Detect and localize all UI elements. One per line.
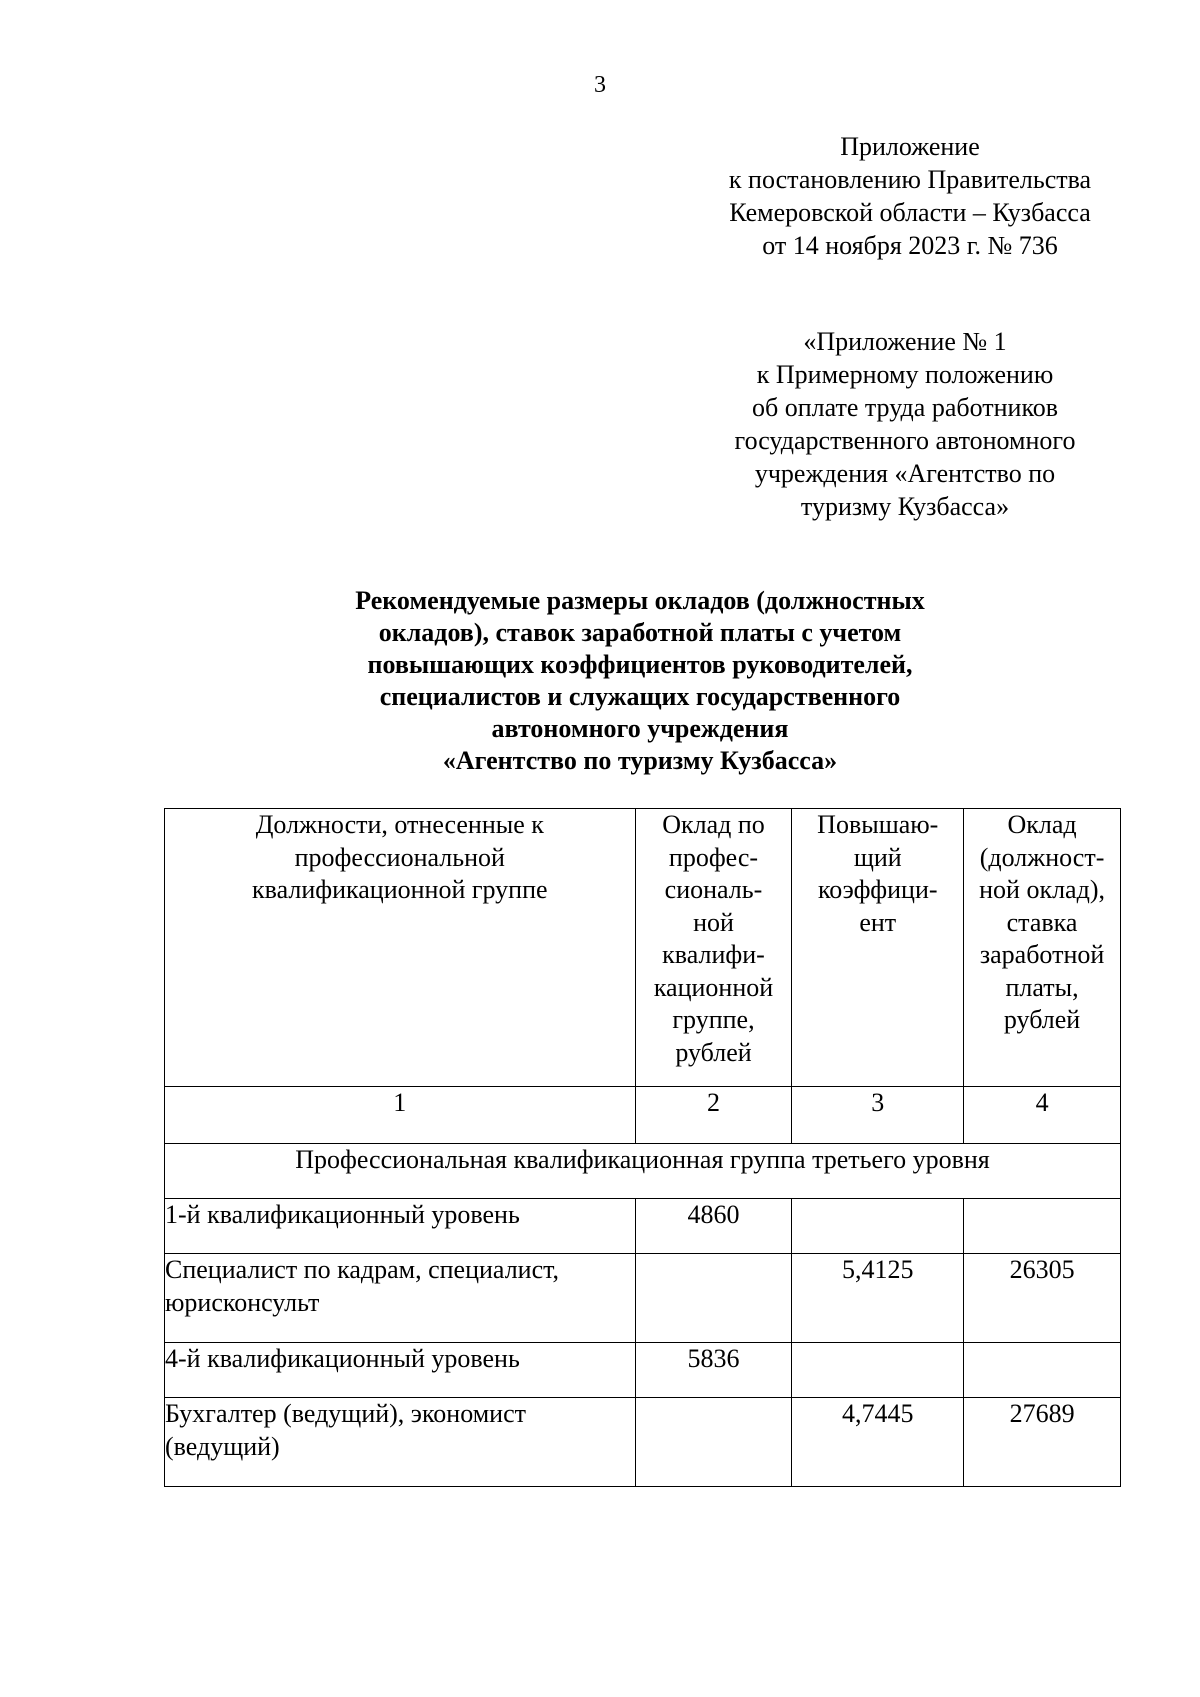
coefficient-cell — [792, 1199, 964, 1254]
header-line: группе, — [672, 1005, 755, 1034]
header-line: сиональ- — [664, 875, 763, 904]
header-line: рублей — [1003, 1005, 1081, 1034]
column-number: 2 — [635, 1087, 792, 1144]
column-number: 4 — [964, 1087, 1121, 1144]
group-salary-cell: 5836 — [635, 1343, 792, 1398]
position-name-line: юрисконсульт — [165, 1287, 320, 1317]
header-line: щий — [853, 842, 902, 872]
title-line: автономного учреждения — [491, 714, 789, 743]
position-name-line: Бухгалтер (ведущий), экономист — [165, 1399, 526, 1428]
header-total-salary — [964, 809, 1121, 1087]
header-coefficient — [792, 809, 964, 1087]
level-name: 4-й квалификационный уровень — [165, 1343, 636, 1398]
approval-line: Приложение — [840, 132, 980, 161]
coefficient-cell — [792, 1343, 964, 1398]
appendix-line: учреждения «Агентство по — [754, 459, 1056, 488]
approval-block — [700, 130, 1120, 262]
title-line: окладов), ставок заработной платы с учетом — [378, 618, 902, 647]
total-salary-cell: 27689 — [964, 1398, 1121, 1487]
appendix-line: об оплате труда работников — [751, 393, 1059, 422]
appendix-block — [695, 325, 1115, 523]
header-line: ной — [693, 907, 734, 937]
header-line: Оклад — [1007, 810, 1077, 839]
appendix-line: туризму Кузбасса» — [800, 492, 1010, 521]
header-line: квалифи- — [662, 940, 765, 969]
position-name — [165, 1398, 636, 1487]
header-line: профес- — [668, 842, 759, 872]
approval-line: Кемеровской области – Кузбасса — [729, 198, 1091, 227]
header-line: ной оклад), — [979, 875, 1105, 904]
group-salary-cell: 4860 — [635, 1199, 792, 1254]
header-line: профессиональной — [294, 842, 505, 872]
header-line: ставка — [1006, 907, 1078, 937]
group-title-row — [165, 1144, 1121, 1199]
header-positions — [165, 809, 636, 1087]
header-line: Повышаю- — [817, 810, 939, 839]
table-row — [165, 1398, 1121, 1487]
total-salary-cell — [964, 1343, 1121, 1398]
header-line: (должност- — [979, 842, 1105, 872]
document-title — [165, 585, 1115, 777]
table-header-row — [165, 809, 1121, 1087]
column-number: 3 — [792, 1087, 964, 1144]
header-group-salary — [635, 809, 792, 1087]
header-line: квалификационной группе — [252, 875, 548, 904]
position-name-line: Специалист по кадрам, специалист, — [165, 1255, 560, 1284]
group-salary-cell — [635, 1254, 792, 1343]
header-line: Оклад по — [662, 810, 765, 839]
group-salary-cell — [635, 1398, 792, 1487]
approval-line: к постановлению Правительства — [728, 165, 1092, 194]
header-line: коэффици- — [817, 875, 938, 904]
table-row — [165, 1343, 1121, 1398]
column-number: 1 — [165, 1087, 636, 1144]
total-salary-cell — [964, 1199, 1121, 1254]
column-numbers-row — [165, 1087, 1121, 1144]
position-name-line: (ведущий) — [165, 1431, 280, 1461]
appendix-line: государственного автономного — [734, 426, 1076, 455]
title-line: повышающих коэффициентов руководителей, — [367, 650, 913, 679]
title-line: Рекомендуемые размеры окладов (должностных — [355, 586, 925, 615]
salary-table — [164, 808, 1121, 1487]
header-line: платы, — [1005, 972, 1079, 1002]
table-row — [165, 1254, 1121, 1343]
appendix-line: к Примерному положению — [756, 360, 1054, 389]
group-title: Профессиональная квалификационная группа третьего уровня — [165, 1144, 1121, 1199]
coefficient-cell: 4,7445 — [792, 1398, 964, 1487]
total-salary-cell: 26305 — [964, 1254, 1121, 1343]
title-line: «Агентство по туризму Кузбасса» — [442, 746, 838, 775]
header-line: ент — [859, 907, 897, 937]
header-line: рублей — [675, 1037, 752, 1067]
header-line: Должности, отнесенные к — [255, 810, 544, 839]
appendix-line: «Приложение № 1 — [803, 327, 1007, 356]
coefficient-cell: 5,4125 — [792, 1254, 964, 1343]
approval-line: от 14 ноября 2023 г. № 736 — [762, 231, 1058, 260]
position-name — [165, 1254, 636, 1343]
title-line: специалистов и служащих государственного — [379, 682, 901, 711]
header-line: кационной — [653, 972, 774, 1002]
level-name: 1-й квалификационный уровень — [165, 1199, 636, 1254]
table-row — [165, 1199, 1121, 1254]
page-number: 3 — [594, 72, 606, 98]
header-line: заработной — [979, 940, 1105, 969]
